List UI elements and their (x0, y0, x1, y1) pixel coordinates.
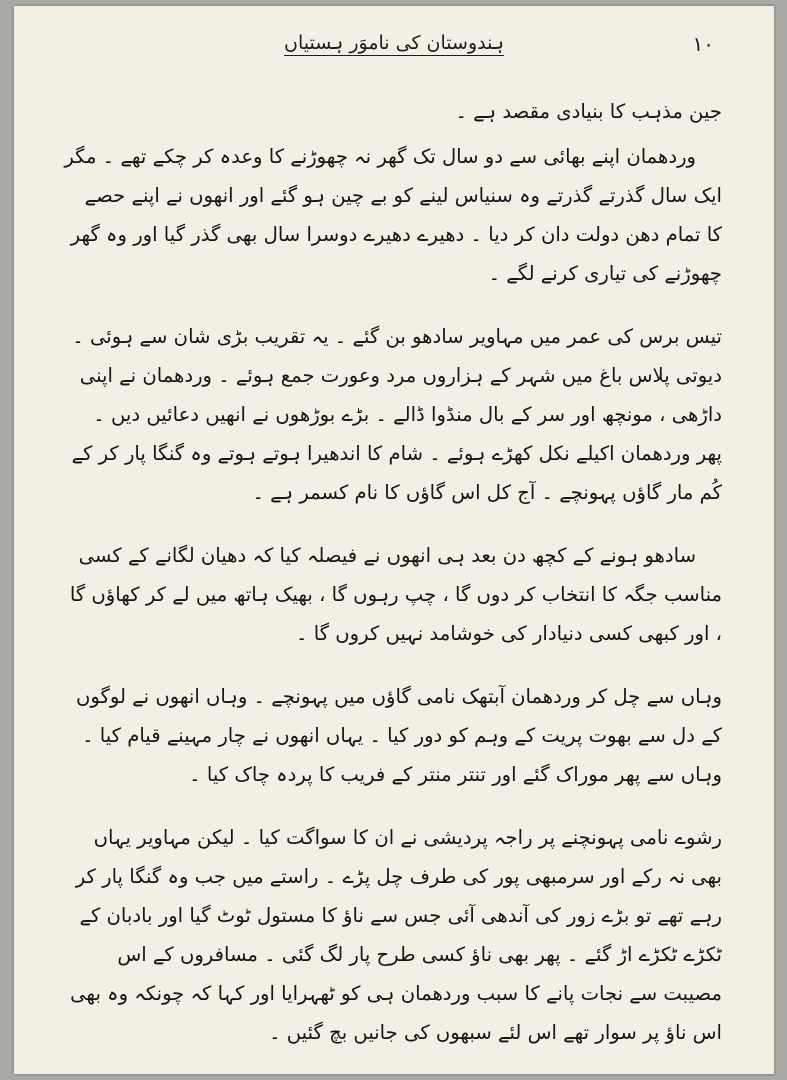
paragraph-6: رشوے نامی پہونچنے پر راجہ پردیشی نے ان کا سواگت کیا ۔ لیکن مہاویر یہاں بھی نہ رکے اور سرمبھی پور کی طرف چل پڑے ۔ راستے میں جب وہ گنگا پار کر رہے تھے تو بڑے زور کی آندھی آئی جس سے ناؤ کا مستول ٹوٹ گیا اور بادبان کے ٹکڑے ٹکڑے اڑ گئے ۔ پھر بھی ناؤ کسی طرح پار لگ گئی ۔ مسافروں کے اس مصیبت سے نجات پانے کا سبب وردھمان ہی کو ٹھہرایا اور کہا کہ چونکہ وہ بھی اس ناؤ پر سوار تھے اس لئے سبھوں کی جانیں بچ گئیں ۔ (70, 826, 722, 1044)
body-text (64, 92, 722, 1074)
paragraph-1: جین مذہب کا بنیادی مقصد ہے ۔ (455, 100, 722, 123)
paragraph-4: سادھو ہونے کے کچھ دن بعد ہی انھوں نے فیصلہ کیا کہ دھیان لگانے کے کسی مناسب جگہ کا انتخاب کر دوں گا ، چپ رہوں گا ، بھیک ہاتھ میں لے کر کھاؤں گا ، اور کبھی کسی دنیادار کی خوشامد نہیں کروں گا ۔ (69, 544, 722, 645)
paragraph-3: تیس برس کی عمر میں مہاویر سادھو بن گئے ۔ یہ تقریب بڑی شان سے ہوئی ۔ دیوتی پلاس باغ میں شہر کے ہزاروں مرد وعورت جمع ہوئے ۔ وردھمان نے اپنی داڑھی ، مونچھ اور سر کے بال منڈوا ڈالے ۔ بڑے بوڑھوں نے انھیں دعائیں دیں ۔ پھر وردھمان اکیلے نکل کھڑے ہوئے ۔ شام کا اندھیرا ہوتے ہوتے وہ گنگا پار کر کے کُم مار گاؤں پہونچے ۔ آج کل اس گاؤں کا نام کسمر ہے ۔ (71, 325, 722, 504)
page-number: ۱۰ (692, 32, 714, 56)
page-header (54, 28, 734, 68)
paragraph-2: وردھمان اپنے بھائی سے دو سال تک گھر نہ چھوڑنے کا وعدہ کر چکے تھے ۔ مگر ایک سال گذرتے گذرتے وہ سنیاس لینے کو بے چین ہو گئے اور انھوں نے اپنے حصے کا تمام دھن دولت دان کر دیا ۔ دھیرے دھیرے دوسرا سال بھی گذر گیا اور وہ گھر چھوڑنے کی تیاری کرنے لگے ۔ (64, 145, 722, 285)
running-title: ہندوستان کی ناموَر ہستیاں (284, 32, 504, 54)
paragraph-5: وہاں سے چل کر وردھمان آبتھک نامی گاؤں میں پہونچے ۔ وہاں انھوں نے لوگوں کے دل سے بھوت پریت کے وہم کو دور کیا ۔ یہاں انھوں نے چار مہینے قیام کیا ۔ وہاں سے پھر موراک گئے اور تنتر منتر کے فریب کا پردہ چاک کیا ۔ (76, 685, 722, 786)
book-page (14, 6, 774, 1074)
